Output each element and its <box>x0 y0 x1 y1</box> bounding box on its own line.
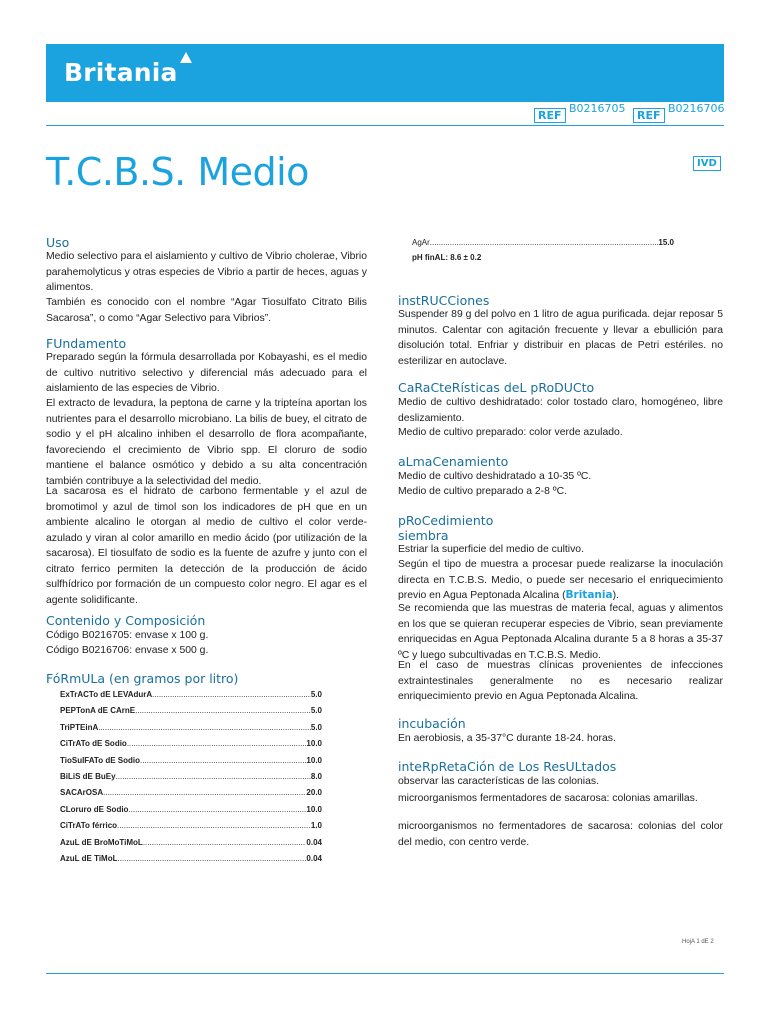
formula-name: CiTrATo férrico <box>60 821 118 831</box>
procedimiento-line-1: Estriar la superficie del medio de cultivo. <box>398 544 584 555</box>
formula-row <box>60 690 322 699</box>
britania-inline-logo: Britania <box>565 589 613 601</box>
page-number: HojA 1 dE 2 <box>682 939 714 945</box>
formula-row <box>60 756 322 765</box>
britania-logo: Britania <box>64 58 178 87</box>
section-heading-procedimiento: pRoCedimiento <box>398 513 494 528</box>
header-divider <box>46 125 724 126</box>
instrucciones-text: Suspender 89 g del polvo en 1 litro de agua purificada. dejar reposar 5 minutos. Calentar con agitación frecuente y llevar a ebullición para disolución total. Enfriar y distribuir en placas de Petri estériles. no esterilizar en autoclave. <box>398 309 723 367</box>
formula-row <box>60 723 322 732</box>
ph-final: pH finAL: 8.6 ± 0.2 <box>412 253 482 262</box>
interpretacion-line-3: microorganismos no fermentadores de sacarosa: colonias del color del medio, con centro verde. <box>398 821 723 848</box>
section-heading-interpretacion: inteRpRetaCión de Los ResULtados <box>398 759 617 774</box>
section-heading-formula: FóRmULa (en gramos por litro) <box>46 671 239 686</box>
footer-divider <box>46 973 724 974</box>
contenido-line-2: Código B0216706: envase x 500 g. <box>46 645 209 656</box>
header-bar <box>46 44 724 102</box>
formula-row <box>60 788 322 797</box>
formula-name: PEPTonA dE CArnE <box>60 706 136 716</box>
formula-row <box>60 739 322 748</box>
procedimiento-line-3: Se recomienda que las muestras de materia fecal, aguas y alimentos en los que se quieran recuperar especies de Vibrio, sean previamente enriquecidas en Agua Peptonada Alcalina durante 5 a 8 horas a 35-37 ºC y luego subcultivadas en T.C.B.S. Medio. <box>398 603 723 661</box>
formula-value: 0.04 <box>306 837 322 847</box>
formula-value: 5.0 <box>310 722 322 732</box>
caracteristicas-line-2: Medio de cultivo preparado: color verde azulado. <box>398 427 623 438</box>
interpretacion-line-2: microorganismos fermentadores de sacarosa: colonias amarillas. <box>398 793 698 804</box>
leader-dots <box>127 739 307 748</box>
uso-text: Medio selectivo para el aislamiento y cultivo de Vibrio cholerae, Vibrio parahemolyticus y otras especies de Vibrio a partir de heces, aguas y alimentos. <box>46 251 367 293</box>
section-heading-instrucciones: instRUCCiones <box>398 293 490 308</box>
reference-codes <box>0 102 768 126</box>
page-title: T.C.B.S. Medio <box>46 150 309 194</box>
almacenamiento-line-2: Medio de cultivo preparado a 2-8 ºC. <box>398 486 567 497</box>
ref-label: REF <box>534 108 566 123</box>
leader-dots <box>98 723 311 732</box>
formula-row <box>60 706 322 715</box>
interpretacion-line-1: observar las características de las colonias. <box>398 776 599 787</box>
formula-value: 5.0 <box>310 690 322 699</box>
fundamento-text-1: Preparado según la fórmula desarrollada por Kobayashi, es el medio de cultivo nutritivo selectivo y diferencial más adecuado para el aislamiento de las especies de Vibrio. <box>46 352 367 394</box>
formula-name: CLoruro dE Sodio <box>60 804 129 814</box>
formula-name: ExTrACTo dE LEVAdurA <box>60 690 153 699</box>
leader-dots <box>140 756 306 765</box>
caracteristicas-line-1: Medio de cultivo deshidratado: color tostado claro, homogéneo, libre deslizamiento. <box>398 397 723 424</box>
formula-name: AzuL dE TiMoL <box>60 854 118 863</box>
leader-dots <box>103 788 306 797</box>
procedimiento-line-2 <box>398 557 723 604</box>
formula-value: 10.0 <box>306 739 322 749</box>
procedimiento-line-4: En el caso de muestras clínicas provenientes de infecciones extraintestinales generalmente no es necesario realizar enriquecimiento previo en Agua Peptonada Alcalina. <box>398 660 723 702</box>
procedimiento-line-2b: ). <box>612 590 619 601</box>
formula-value: 0.04 <box>306 854 322 863</box>
section-heading-uso: Uso <box>46 235 70 250</box>
formula-name: TioSulFATo dE Sodio <box>60 755 140 765</box>
subheading-siembra: siembra <box>398 528 449 543</box>
formula-row <box>60 821 322 830</box>
section-heading-almacenamiento: aLmaCenamiento <box>398 454 509 469</box>
leader-dots <box>117 854 306 863</box>
uso-text-2: También es conocido con el nombre “Agar Tiosulfato Citrato Bilis Sacarosa”, o como “Agar Selectivo para Vibrios”. <box>46 297 367 324</box>
section-heading-fundamento: FUndamento <box>46 336 127 351</box>
formula-row <box>60 772 322 781</box>
leader-dots <box>128 805 306 814</box>
formula-name: TriPTEinA <box>60 722 99 732</box>
incubacion-text: En aerobiosis, a 35-37°C durante 18-24. horas. <box>398 733 616 744</box>
formula-value: 20.0 <box>306 788 322 798</box>
fundamento-text-3: La sacarosa es el hidrato de carbono fermentable y el azul de bromotimol y azul de timol son los indicadores de pH que en un ambiente alcalino le otorgan al medio de cultivo el color verde-azulado y viran al color amarillo en medio ácido (por utilización de la sacarosa). El tiosulfato de sodio es la fuente de azufre y junto con el citrato ferrico permiten la detección de la producción de ácido sulfhídrico por formación de un compuesto color negro. El agar es el agente solidificante. <box>46 486 367 606</box>
leader-dots <box>135 706 311 715</box>
formula-name: AzuL dE BroMoTiMoL <box>60 837 143 847</box>
formula-value: 15.0 <box>658 238 674 247</box>
leader-dots <box>430 238 659 247</box>
formula-value: 1.0 <box>310 821 322 831</box>
formula-name: CiTrATo dE Sodio <box>60 739 127 749</box>
contenido-line-1: Código B0216705: envase x 100 g. <box>46 630 209 641</box>
formula-name: AgAr <box>412 238 430 247</box>
formula-value: 8.0 <box>310 772 322 781</box>
formula-row-agar <box>412 238 674 247</box>
formula-value: 10.0 <box>306 804 322 814</box>
formula-row <box>60 854 322 863</box>
fundamento-text-2: El extracto de levadura, la peptona de carne y la tripteína aportan los nutrientes para el desarrollo microbiano. La bilis de buey, el citrato de sodio y el pH alcalino inhiben el desarrollo de flora acompañante, favoreciendo el crecimiento de Vibrio spp. El cloruro de sodio mantiene el balance osmótico y debido a su alta concentración también contribuye a la selectividad del medio. <box>46 398 367 487</box>
leader-dots <box>117 821 311 830</box>
ivd-badge: IVD <box>693 156 721 171</box>
leader-dots <box>152 690 311 699</box>
formula-row <box>60 805 322 814</box>
section-heading-caracteristicas: CaRaCteRísticas deL pRoDUCto <box>398 380 595 395</box>
procedimiento-line-2a: Según el tipo de muestra a procesar puede realizarse la inoculación directa en T.C.B.S. Medio, o puede ser necesario el enriquecimiento previo en Agua Peptonada Alcalina ( <box>398 559 723 601</box>
section-heading-incubacion: incubación <box>398 716 466 731</box>
ref-code: B0216705 <box>569 102 626 115</box>
formula-value: 5.0 <box>310 706 322 716</box>
formula-row <box>60 838 322 847</box>
leader-dots <box>143 838 307 847</box>
logo-triangle-icon <box>180 52 192 63</box>
section-heading-contenido: Contenido y Composición <box>46 613 206 628</box>
leader-dots <box>116 772 311 781</box>
almacenamiento-line-1: Medio de cultivo deshidratado a 10-35 ºC. <box>398 471 592 482</box>
ref-code: B0216706 <box>668 102 725 115</box>
formula-name: SACArOSA <box>60 788 104 798</box>
ref-label: REF <box>633 108 665 123</box>
formula-value: 10.0 <box>306 755 322 765</box>
formula-name: BiLiS dE BuEy <box>60 772 116 781</box>
